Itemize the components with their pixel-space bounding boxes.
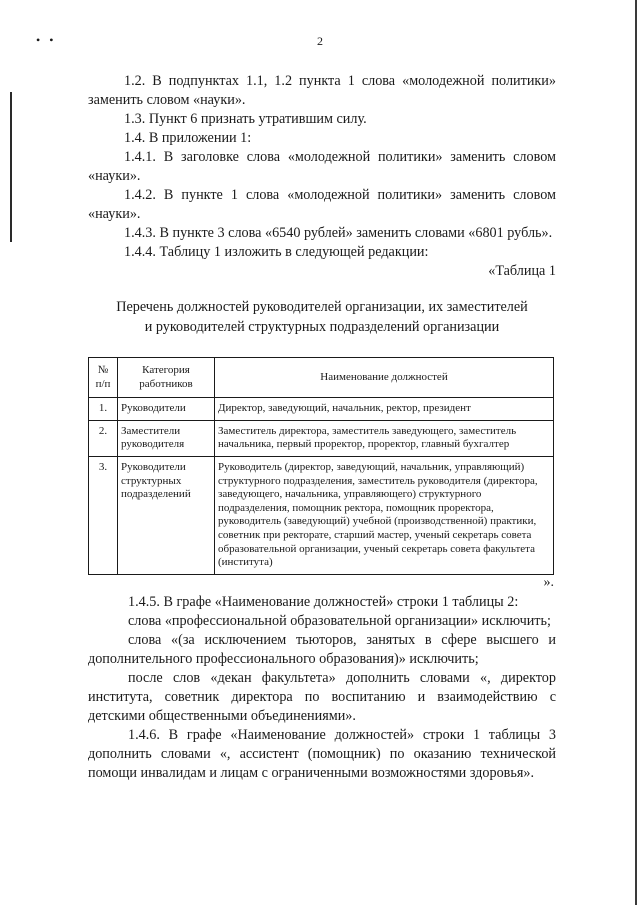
table-header-row — [89, 358, 554, 398]
row-positions: Директор, заведующий, начальник, ректор, президент — [215, 398, 554, 421]
header-positions: Наименование должностей — [215, 358, 554, 398]
table-reference: «Таблица 1 — [488, 263, 556, 279]
paragraph-1-2: 1.2. В подпунктах 1.1, 1.2 пункта 1 слова «молодежной политики» заменить словом «науки». — [88, 73, 556, 108]
paragraph-1-4: 1.4. В приложении 1: — [124, 130, 252, 146]
paragraph-1-4-4: 1.4.4. Таблицу 1 изложить в следующей редакции: — [124, 244, 429, 260]
page-number: 2 — [317, 34, 323, 48]
paragraph-1-4-5-c: после слов «декан факультета» дополнить словами «, директор института, советник директора по воспитанию и взаимодействию с детскими общественными объединениями». — [88, 669, 556, 724]
table-row — [89, 456, 554, 574]
table-closing-quote: ». — [543, 574, 554, 590]
scan-right-edge — [635, 0, 637, 905]
paragraph-1-4-3: 1.4.3. В пункте 3 слова «6540 рублей» заменить словами «6801 рубль». — [124, 225, 553, 241]
row-category: Заместители руководителя — [118, 420, 215, 456]
header-category: Категория работников — [118, 358, 215, 398]
table-title-line-1: Перечень должностей руководителей организации, их заместителей — [116, 299, 528, 315]
paragraph-1-3: 1.3. Пункт 6 признать утратившим силу. — [124, 111, 367, 127]
paragraph-1-4-6: 1.4.6. В графе «Наименование должностей» строки 1 таблицы 3 дополнить словами «, ассистент (помощник) по оказанию технической помощи инвалидам и лицам с ограниченными возможностями здоровья». — [88, 726, 556, 781]
row-positions: Руководитель (директор, заведующий, начальник, управляющий) структурного подразделения, заместитель руководителя (директора, заведующего, начальника, управляющего) структурного подразделения, помощник ректора, помощник проректора, руководитель (заведующий) учебной (производственной) практики, советник при ректорате, старший мастер, ученый секретарь совета образовательной организации, ученый секретарь совета факультета (института) — [215, 456, 554, 574]
row-number: 1. — [89, 398, 118, 421]
paragraph-1-4-5-b: слова «(за исключением тьюторов, занятых в сфере высшего и дополнительного профессионального образования)» исключить; — [88, 631, 556, 667]
document-body — [88, 72, 556, 783]
positions-table-wrapper — [88, 357, 556, 575]
scan-edge-mark — [10, 92, 12, 242]
scan-speck-marks: • • — [36, 33, 57, 47]
header-number: № п/п — [89, 358, 118, 398]
row-category: Руководители — [118, 398, 215, 421]
row-number: 2. — [89, 420, 118, 456]
spacer — [88, 281, 556, 297]
paragraph-1-4-2: 1.4.2. В пункте 1 слова «молодежной политики» заменить словом «науки». — [88, 187, 556, 222]
table-row — [89, 398, 554, 421]
row-positions: Заместитель директора, заместитель заведующего, заместитель начальника, первый проректор, проректор, главный бухгалтер — [215, 420, 554, 456]
paragraph-1-4-1: 1.4.1. В заголовке слова «молодежной политики» заменить словом «науки». — [88, 149, 556, 184]
row-number: 3. — [89, 456, 118, 574]
positions-table — [88, 357, 554, 575]
table-row — [89, 420, 554, 456]
paragraph-1-4-5-a: слова «профессиональной образовательной организации» исключить; — [128, 612, 551, 629]
table-title-line-2: и руководителей структурных подразделений организации — [144, 319, 500, 335]
row-category: Руководители структурных подразделений — [118, 456, 215, 574]
paragraph-1-4-5: 1.4.5. В графе «Наименование должностей» строки 1 таблицы 2: — [128, 593, 519, 610]
